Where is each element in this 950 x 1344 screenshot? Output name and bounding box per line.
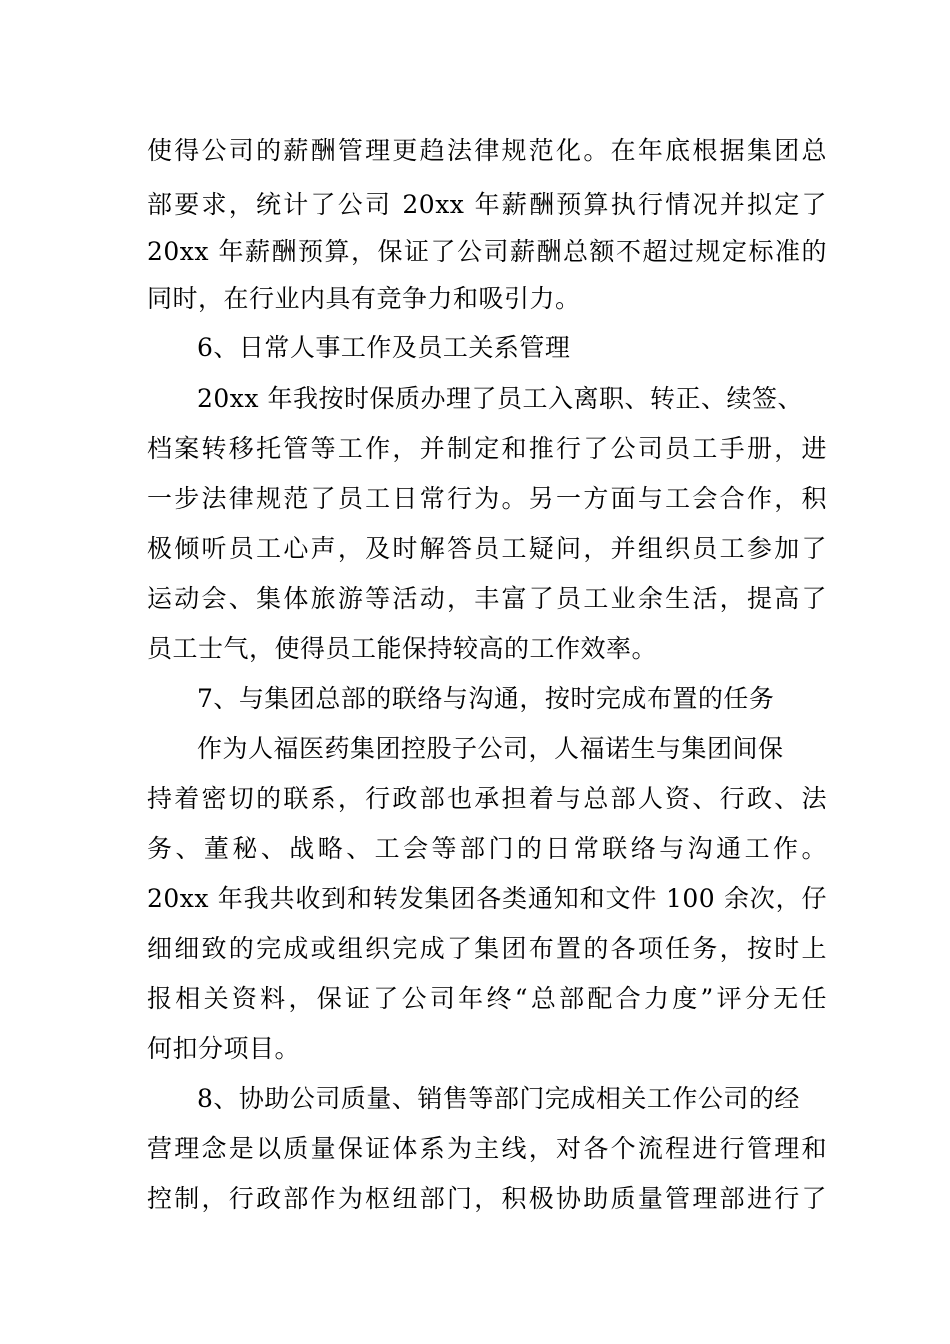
body-text-line: 务、董秘、战略、工会等部门的日常联络与沟通工作。 xyxy=(147,834,827,863)
body-text-line: 同时，在行业内具有竞争力和吸引力。 xyxy=(147,284,581,313)
body-text-line: 何扣分项目。 xyxy=(147,1034,301,1063)
body-text-line: 控制，行政部作为枢纽部门，积极协助质量管理部进行了 xyxy=(147,1184,827,1213)
body-text-line: 员工士气，使得员工能保持较高的工作效率。 xyxy=(147,634,658,663)
body-text-line: 一步法律规范了员工日常行为。另一方面与工会合作，积 xyxy=(147,484,827,513)
body-text-line: 20xx 年我共收到和转发集团各类通知和文件 100 余次，仔 xyxy=(147,884,827,913)
body-text-line: 报相关资料，保证了公司年终“总部配合力度”评分无任 xyxy=(147,984,827,1013)
section-heading: 6、日常人事工作及员工关系管理 xyxy=(197,333,571,362)
body-text-line: 运动会、集体旅游等活动，丰富了员工业余生活，提高了 xyxy=(147,584,827,613)
body-text-line: 使得公司的薪酬管理更趋法律规范化。在年底根据集团总 xyxy=(147,136,827,165)
body-text-line: 20xx 年我按时保质办理了员工入离职、转正、续签、 xyxy=(197,384,803,413)
section-heading: 8、协助公司质量、销售等部门完成相关工作公司的经 xyxy=(197,1084,800,1113)
body-text-line: 营理念是以质量保证体系为主线，对各个流程进行管理和 xyxy=(147,1134,827,1163)
body-text-line: 持着密切的联系，行政部也承担着与总部人资、行政、法 xyxy=(147,784,827,813)
body-text-line: 20xx 年薪酬预算，保证了公司薪酬总额不超过规定标准的 xyxy=(147,237,827,266)
body-text-line: 部要求，统计了公司 20xx 年薪酬预算执行情况并拟定了 xyxy=(147,190,827,219)
body-text-line: 细细致的完成或组织完成了集团布置的各项任务，按时上 xyxy=(147,934,827,963)
body-text-line: 档案转移托管等工作，并制定和推行了公司员工手册，进 xyxy=(147,434,827,463)
body-text-line: 极倾听员工心声，及时解答员工疑问，并组织员工参加了 xyxy=(147,534,827,563)
section-heading: 7、与集团总部的联络与沟通，按时完成布置的任务 xyxy=(197,684,775,713)
body-text-line: 作为人福医药集团控股子公司，人福诺生与集团间保 xyxy=(197,734,784,763)
